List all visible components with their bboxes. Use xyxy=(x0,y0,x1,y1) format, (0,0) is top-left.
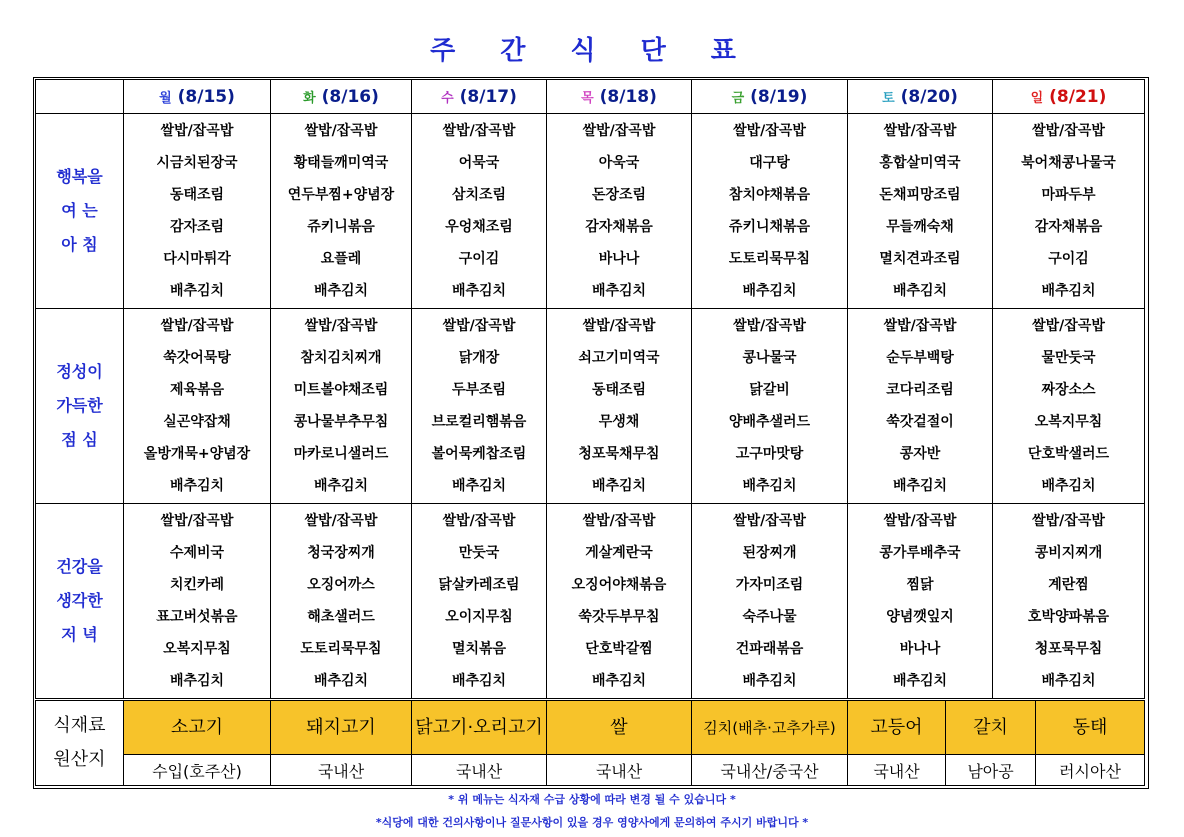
dish: 배추김치 xyxy=(313,283,369,299)
dish: 쥬키니채볶음 xyxy=(728,219,811,235)
dish: 배추김치 xyxy=(169,478,225,494)
ingredient-cell: 고등어 xyxy=(848,701,946,755)
dish: 쌀밥/잡곡밥 xyxy=(582,123,656,139)
dish: 가자미조림 xyxy=(735,577,804,593)
country-cell: 국내산 xyxy=(412,755,547,786)
dish: 대구탕 xyxy=(749,155,790,171)
dish: 쌀밥/잡곡밥 xyxy=(1032,318,1105,334)
dish: 어묵국 xyxy=(458,155,500,171)
dish: 코다리조림 xyxy=(886,382,954,398)
ingredient-cell: 쌀 xyxy=(547,701,692,755)
dish: 배추김치 xyxy=(1041,478,1096,494)
header-row xyxy=(36,80,1145,114)
dish: 바나나 xyxy=(899,641,941,657)
country-cell: 국내산 xyxy=(547,755,692,786)
menu-cell xyxy=(124,114,271,309)
dish: 쌀밥/잡곡밥 xyxy=(442,123,516,139)
day-header-mon xyxy=(124,80,271,114)
menu-cell xyxy=(271,504,412,699)
ingredient-cell: 소고기 xyxy=(124,701,271,755)
saturday-icon: 토 xyxy=(882,90,895,106)
dish: 두부조림 xyxy=(451,382,507,398)
dish: 쑥갓두부무침 xyxy=(578,609,660,625)
dish: 숙주나물 xyxy=(742,609,797,625)
meal-label-lunch: 정성이 가득한 점 심 xyxy=(36,309,124,504)
dish: 삼치조림 xyxy=(451,187,507,203)
header-corner xyxy=(36,80,124,114)
dish: 계란찜 xyxy=(1048,577,1089,593)
dish: 구이김 xyxy=(458,251,500,267)
dish: 오징어까스 xyxy=(307,577,375,593)
dish: 배추김치 xyxy=(892,478,948,494)
dish: 수제비국 xyxy=(169,545,225,561)
day-header-tue xyxy=(271,80,412,114)
menu-cell xyxy=(692,309,848,504)
dish: 쌀밥/잡곡밥 xyxy=(304,318,378,334)
dish: 오이지무침 xyxy=(445,609,513,625)
dish: 배추김치 xyxy=(892,673,948,689)
dish: 배추김치 xyxy=(742,283,797,299)
menu-cell xyxy=(412,114,547,309)
menu-cell xyxy=(124,309,271,504)
dish: 양념깻잎지 xyxy=(886,609,954,625)
dish: 배추김치 xyxy=(451,283,507,299)
dish: 감자채볶음 xyxy=(1034,219,1103,235)
dish: 고구마맛탕 xyxy=(735,446,804,462)
menu-cell xyxy=(412,504,547,699)
dish: 마카로니샐러드 xyxy=(293,446,389,462)
origin-table xyxy=(35,700,1145,786)
dish: 치킨카레 xyxy=(169,577,225,593)
dish: 참치김치찌개 xyxy=(300,350,382,366)
dish: 도토리묵무침 xyxy=(728,251,811,267)
dish: 제육볶음 xyxy=(169,382,225,398)
day-header-wed xyxy=(412,80,547,114)
dish: 짜장소스 xyxy=(1041,382,1096,398)
dish: 쌀밥/잡곡밥 xyxy=(582,318,656,334)
dish: 오복지무침 xyxy=(1034,414,1103,430)
day-header-fri xyxy=(692,80,848,114)
dish: 참치야채볶음 xyxy=(728,187,811,203)
dish: 멸치볶음 xyxy=(451,641,507,657)
dish: 표고버섯볶음 xyxy=(156,609,238,625)
menu-cell xyxy=(848,504,993,699)
day-date: (8/15) xyxy=(177,86,235,107)
dish: 쌀밥/잡곡밥 xyxy=(733,318,806,334)
friday-icon: 금 xyxy=(731,90,745,106)
dish: 실곤약잡채 xyxy=(163,414,231,430)
dish: 단호박갈찜 xyxy=(585,641,653,657)
menu-cell xyxy=(848,114,993,309)
dish: 청국장찌개 xyxy=(307,545,375,561)
breakfast-row xyxy=(36,114,1145,309)
dish: 황태들깨미역국 xyxy=(293,155,389,171)
sunday-icon: 일 xyxy=(1030,90,1044,106)
dish: 요플레 xyxy=(320,251,362,267)
dish: 쑥갓어묵탕 xyxy=(163,350,231,366)
dish: 쌀밥/잡곡밥 xyxy=(1032,513,1105,529)
menu-cell xyxy=(124,504,271,699)
dish: 된장찌개 xyxy=(742,545,797,561)
dish: 감자조림 xyxy=(169,219,225,235)
dish: 시금치된장국 xyxy=(156,155,238,171)
day-date: (8/17) xyxy=(459,86,517,107)
menu-cell xyxy=(848,309,993,504)
dish: 배추김치 xyxy=(1041,673,1096,689)
dish: 배추김치 xyxy=(591,478,647,494)
dish: 닭개장 xyxy=(458,350,500,366)
dish: 동태조림 xyxy=(169,187,225,203)
ingredient-cell: 동태 xyxy=(1036,701,1145,755)
dish: 콩가루배추국 xyxy=(879,545,961,561)
dish: 쌀밥/잡곡밥 xyxy=(160,318,234,334)
ingredient-cell: 닭고기·오리고기 xyxy=(412,701,547,755)
dish: 마파두부 xyxy=(1041,187,1096,203)
dish: 무생채 xyxy=(598,414,640,430)
country-cell: 수입(호주산) xyxy=(124,755,271,786)
dinner-row xyxy=(36,504,1145,699)
dish: 건파래볶음 xyxy=(735,641,804,657)
menu-cell xyxy=(993,309,1145,504)
menu-cell xyxy=(692,114,848,309)
dish: 닭살카레조림 xyxy=(438,577,520,593)
monday-icon: 월 xyxy=(159,90,172,106)
country-row xyxy=(36,755,1145,786)
menu-cell xyxy=(993,504,1145,699)
dish: 홍합살미역국 xyxy=(879,155,961,171)
dish: 물만둣국 xyxy=(1041,350,1096,366)
dish: 배추김치 xyxy=(1041,283,1096,299)
wednesday-icon: 수 xyxy=(441,90,454,106)
dish: 쇠고기미역국 xyxy=(578,350,660,366)
dish: 쌀밥/잡곡밥 xyxy=(883,123,957,139)
dish: 배추김치 xyxy=(451,478,507,494)
notice-menu-change: * 위 메뉴는 식자재 수급 상황에 따라 변경 될 수 있습니다 * xyxy=(448,793,736,806)
menu-cell xyxy=(547,309,692,504)
dish: 쌀밥/잡곡밥 xyxy=(442,513,516,529)
dish: 단호박샐러드 xyxy=(1027,446,1110,462)
dish: 쌀밥/잡곡밥 xyxy=(304,513,378,529)
dish: 쌀밥/잡곡밥 xyxy=(733,513,806,529)
country-cell: 러시아산 xyxy=(1036,755,1145,786)
day-header-sat xyxy=(848,80,993,114)
notice-contact-dietitian: *식당에 대한 건의사항이나 질문사항이 있을 경우 영양사에게 문의하여 주시기 바랍니다 * xyxy=(375,816,809,829)
dish: 북어채콩나물국 xyxy=(1021,155,1116,171)
tuesday-icon: 화 xyxy=(303,90,316,106)
day-date: (8/19) xyxy=(750,86,808,107)
dish: 쌀밥/잡곡밥 xyxy=(883,513,957,529)
dish: 콩나물부추무침 xyxy=(293,414,389,430)
dish: 양배추샐러드 xyxy=(728,414,811,430)
thursday-icon: 목 xyxy=(581,90,594,106)
dish: 쌀밥/잡곡밥 xyxy=(442,318,516,334)
dish: 배추김치 xyxy=(742,478,797,494)
page-title: 주 간 식 단 표 xyxy=(430,36,754,66)
dish: 아욱국 xyxy=(598,155,640,171)
dish: 찜닭 xyxy=(906,577,934,593)
country-cell: 남아공 xyxy=(946,755,1036,786)
dish: 청포묵채무침 xyxy=(578,446,660,462)
dish: 다시마튀각 xyxy=(163,251,231,267)
menu-cell xyxy=(271,309,412,504)
day-header-sun xyxy=(993,80,1145,114)
dish: 배추김치 xyxy=(451,673,507,689)
dish: 오징어야채볶음 xyxy=(571,577,667,593)
menu-cell xyxy=(412,309,547,504)
menu-cell xyxy=(993,114,1145,309)
menu-cell xyxy=(547,504,692,699)
dish: 쌀밥/잡곡밥 xyxy=(304,123,378,139)
dish: 미트볼야채조림 xyxy=(293,382,389,398)
dish: 배추김치 xyxy=(313,478,369,494)
dish: 쌀밥/잡곡밥 xyxy=(1032,123,1105,139)
dish: 쌀밥/잡곡밥 xyxy=(883,318,957,334)
dish: 순두부백탕 xyxy=(886,350,954,366)
dish: 도토리묵무침 xyxy=(300,641,382,657)
dish: 멸치견과조림 xyxy=(879,251,961,267)
meal-label-breakfast: 행복을 여 는 아 침 xyxy=(36,114,124,309)
dish: 쌀밥/잡곡밥 xyxy=(733,123,806,139)
dish: 동태조림 xyxy=(591,382,647,398)
dish: 쌀밥/잡곡밥 xyxy=(160,123,234,139)
dish: 만둣국 xyxy=(458,545,500,561)
meal-label-dinner: 건강을 생각한 저 녁 xyxy=(36,504,124,699)
dish: 무들깨숙채 xyxy=(886,219,954,235)
lunch-row xyxy=(36,309,1145,504)
dish: 쌀밥/잡곡밥 xyxy=(160,513,234,529)
dish: 닭갈비 xyxy=(749,382,790,398)
ingredient-row xyxy=(36,701,1145,755)
dish: 오복지무침 xyxy=(163,641,231,657)
dish: 배추김치 xyxy=(591,673,647,689)
ingredient-cell: 돼지고기 xyxy=(271,701,412,755)
dish: 돈장조림 xyxy=(591,187,647,203)
ingredient-cell: 갈치 xyxy=(946,701,1036,755)
dish: 콩나물국 xyxy=(742,350,797,366)
origin-label: 식재료 원산지 xyxy=(36,701,124,786)
ingredient-cell: 김치(배추·고추가루) xyxy=(692,701,848,755)
dish: 게살계란국 xyxy=(585,545,653,561)
dish: 볼어묵케찹조림 xyxy=(431,446,527,462)
menu-cell xyxy=(692,504,848,699)
dish: 연두부찜+양념장 xyxy=(287,187,395,203)
menu-cell xyxy=(271,114,412,309)
day-date: (8/16) xyxy=(321,86,379,107)
dish: 해초샐러드 xyxy=(307,609,375,625)
dish: 배추김치 xyxy=(892,283,948,299)
dish: 배추김치 xyxy=(169,673,225,689)
menu-cell xyxy=(547,114,692,309)
dish: 청포묵무침 xyxy=(1034,641,1103,657)
day-date: (8/18) xyxy=(599,86,657,107)
dish: 콩비지찌개 xyxy=(1034,545,1103,561)
dish: 쥬키니볶음 xyxy=(307,219,375,235)
weekly-menu-table xyxy=(35,79,1145,699)
dish: 올방개묵+양념장 xyxy=(143,446,251,462)
dish: 돈채피망조림 xyxy=(879,187,961,203)
dish: 콩자반 xyxy=(899,446,941,462)
dish: 배추김치 xyxy=(591,283,647,299)
country-cell: 국내산 xyxy=(271,755,412,786)
dish: 바나나 xyxy=(598,251,640,267)
dish: 브로컬리햄볶음 xyxy=(431,414,527,430)
dish: 호박양파볶음 xyxy=(1027,609,1110,625)
dish: 배추김치 xyxy=(742,673,797,689)
dish: 우엉채조림 xyxy=(445,219,513,235)
dish: 쌀밥/잡곡밥 xyxy=(582,513,656,529)
dish: 감자채볶음 xyxy=(585,219,653,235)
day-header-thu xyxy=(547,80,692,114)
country-cell: 국내산/중국산 xyxy=(692,755,848,786)
dish: 쑥갓겉절이 xyxy=(886,414,954,430)
dish: 배추김치 xyxy=(169,283,225,299)
day-date: (8/20) xyxy=(900,86,958,107)
day-date: (8/21) xyxy=(1049,86,1107,107)
dish: 배추김치 xyxy=(313,673,369,689)
country-cell: 국내산 xyxy=(848,755,946,786)
dish: 구이김 xyxy=(1048,251,1089,267)
